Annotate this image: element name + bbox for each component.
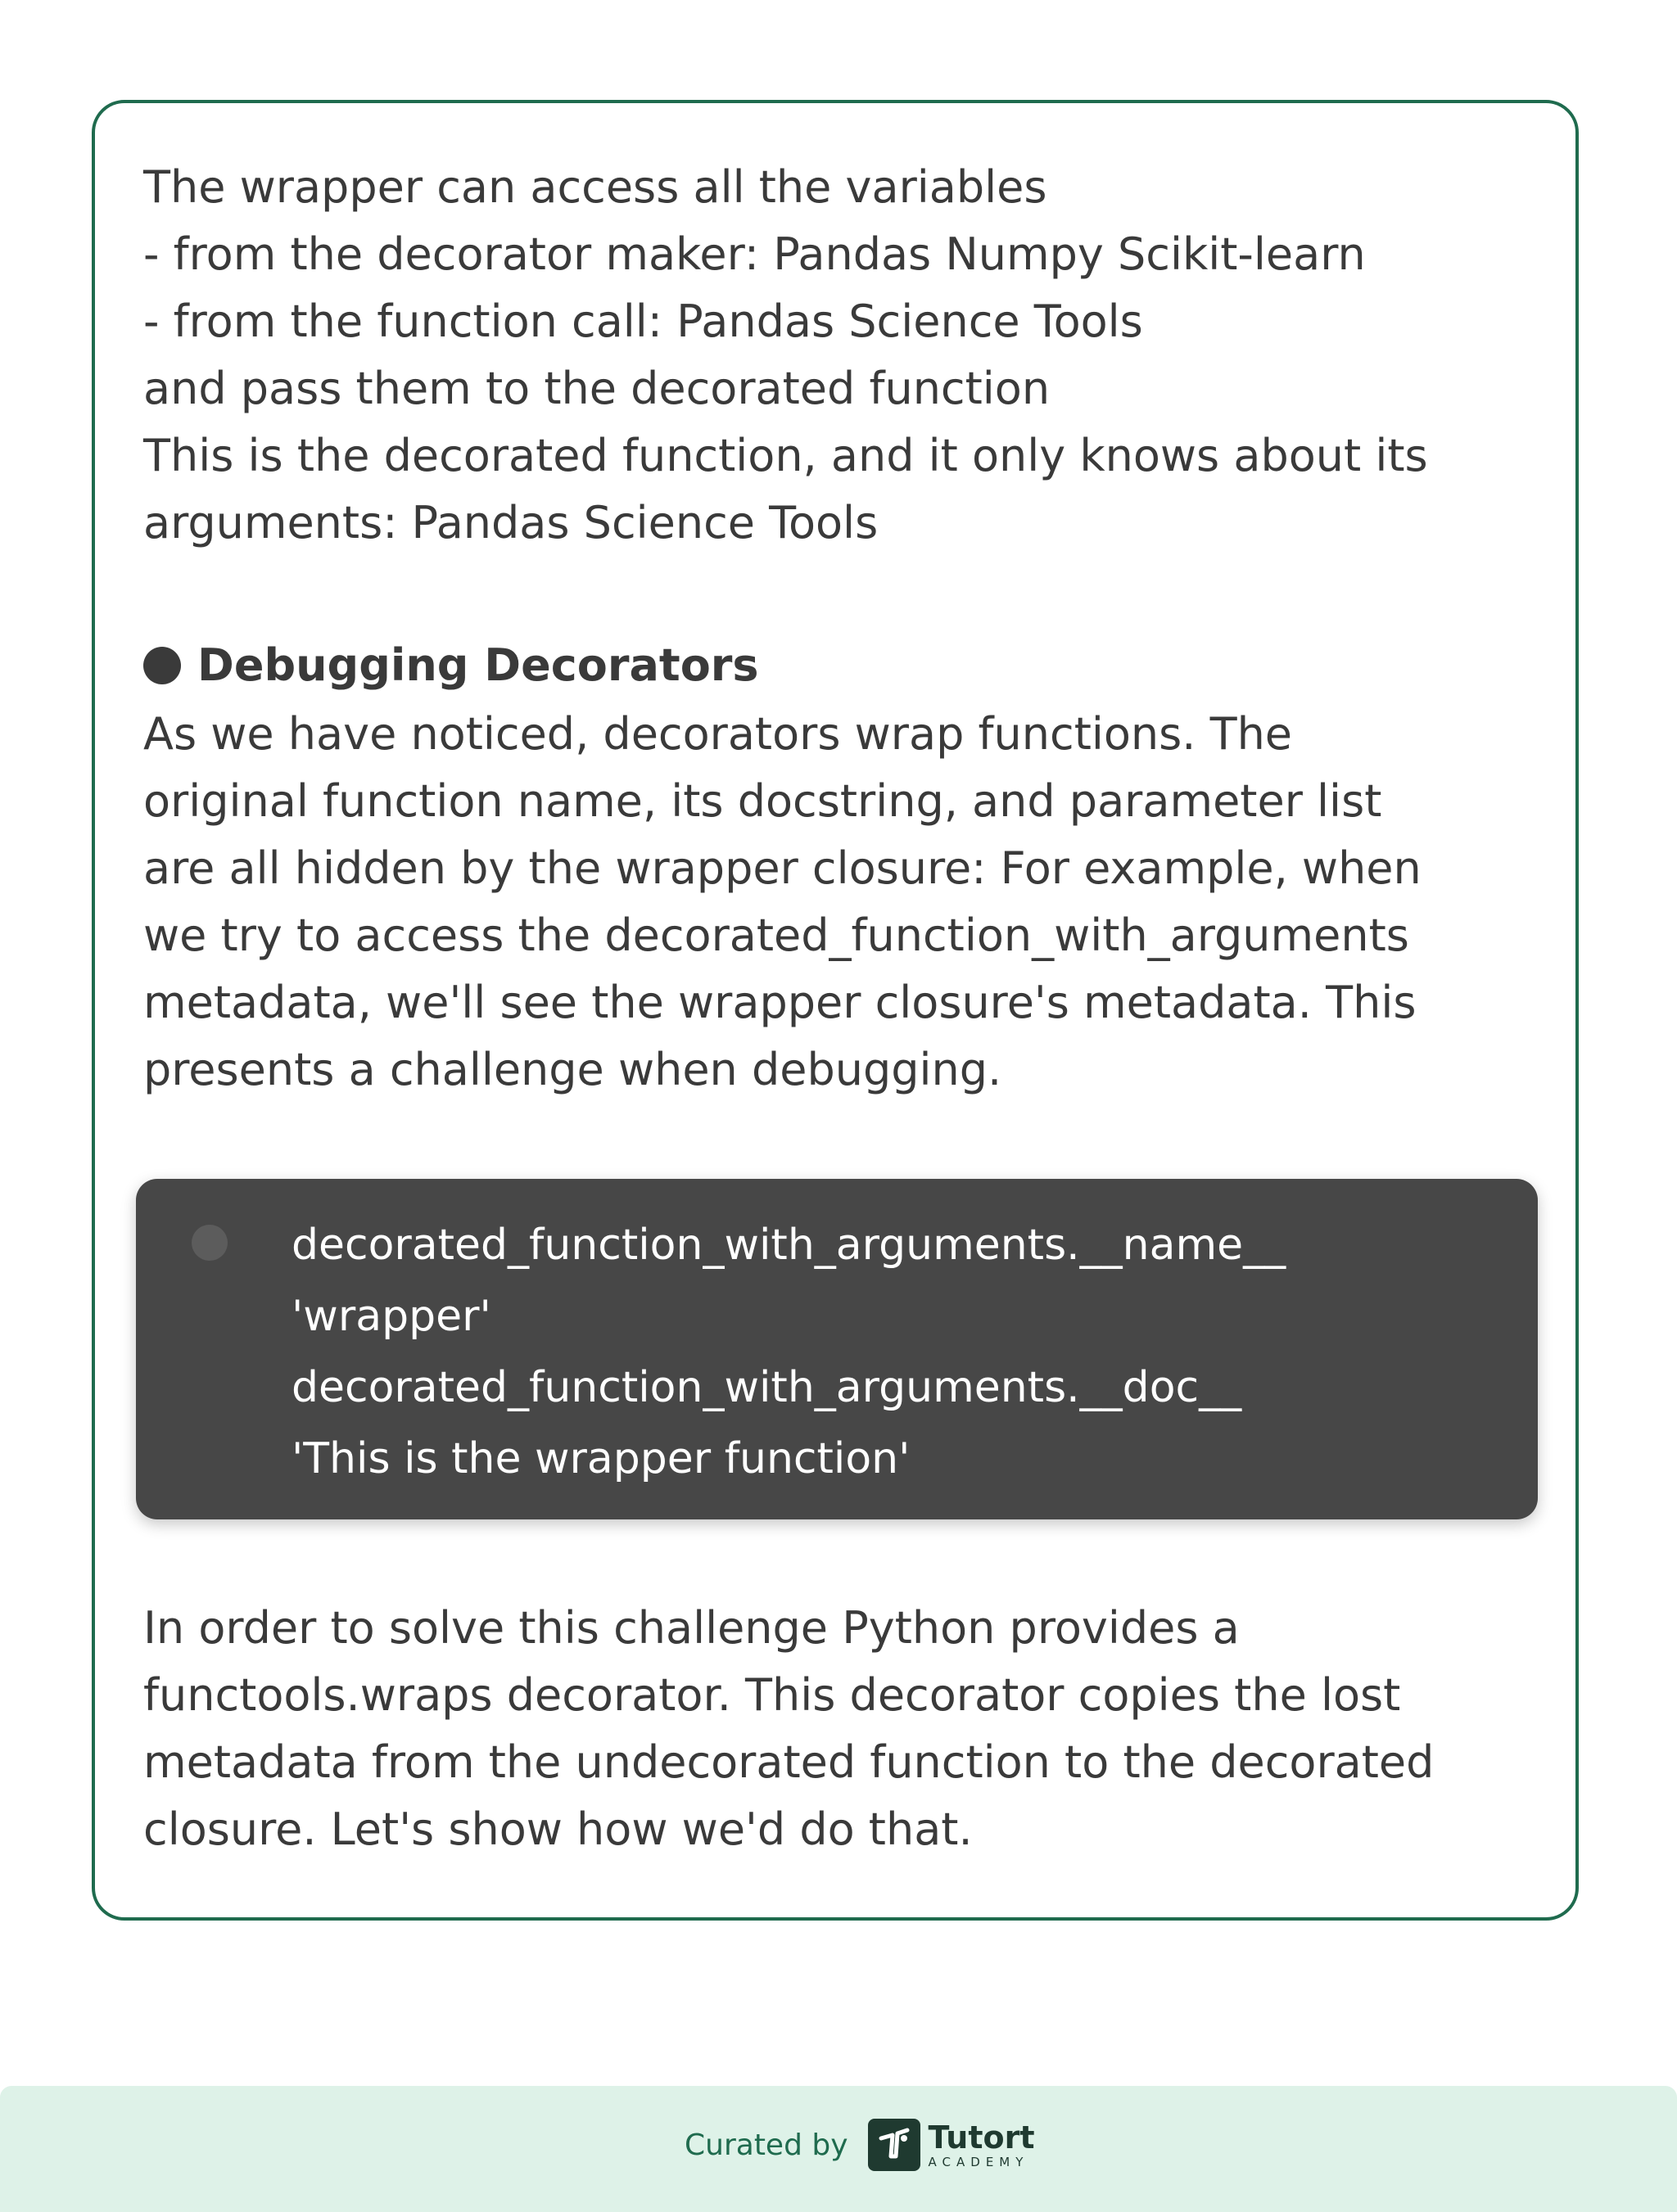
intro-line: - from the function call: Pandas Science Tools: [143, 296, 1143, 347]
intro-line: arguments: Pandas Science Tools: [143, 497, 879, 548]
closing-line: In order to solve this challenge Python provides a: [143, 1602, 1240, 1654]
paragraph-line: are all hidden by the wrapper closure: For example, when: [143, 842, 1422, 894]
section-paragraph: [143, 701, 1601, 1104]
intro-line: and pass them to the decorated function: [143, 363, 1051, 414]
paragraph-line: As we have noticed, decorators wrap functions. The: [143, 708, 1293, 760]
logo-name: Tutort: [928, 2119, 1035, 2156]
code-lines: [292, 1210, 1286, 1495]
tutort-logo: [868, 2119, 1035, 2171]
section-title: Debugging Decorators: [197, 639, 759, 691]
footer: [0, 2086, 1677, 2212]
closing-paragraph: [143, 1595, 1601, 1863]
logo-subtitle: ACADEMY: [928, 2154, 1029, 2169]
code-line: 'This is the wrapper function': [292, 1434, 911, 1483]
intro-line: This is the decorated function, and it only knows about its: [143, 430, 1428, 481]
paragraph-line: we try to access the decorated_function_with_arguments: [143, 910, 1409, 961]
tutort-logo-icon: [868, 2119, 920, 2171]
footer-credit: [685, 2119, 1035, 2171]
bullet-icon: [143, 647, 181, 684]
code-line: 'wrapper': [292, 1292, 491, 1341]
intro-line: The wrapper can access all the variables: [143, 161, 1047, 213]
curated-label: Curated by: [685, 2128, 848, 2162]
intro-text: [143, 154, 1584, 557]
section-heading: [143, 632, 759, 699]
paragraph-line: original function name, its docstring, and parameter list: [143, 775, 1382, 827]
logo-wordmark: [928, 2119, 1035, 2169]
closing-line: closure. Let's show how we'd do that.: [143, 1803, 973, 1855]
code-line: decorated_function_with_arguments.__doc__: [292, 1363, 1242, 1412]
intro-line: - from the decorator maker: Pandas Numpy Scikit-learn: [143, 228, 1366, 280]
code-line: decorated_function_with_arguments.__name__: [292, 1221, 1286, 1270]
code-block: [136, 1179, 1538, 1519]
paragraph-line: metadata, we'll see the wrapper closure's metadata. This: [143, 977, 1417, 1028]
closing-line: functools.wraps decorator. This decorator copies the lost: [143, 1669, 1401, 1721]
paragraph-line: presents a challenge when debugging.: [143, 1044, 1002, 1095]
window-dot-icon: [192, 1225, 228, 1261]
closing-line: metadata from the undecorated function to the decorated: [143, 1736, 1435, 1788]
